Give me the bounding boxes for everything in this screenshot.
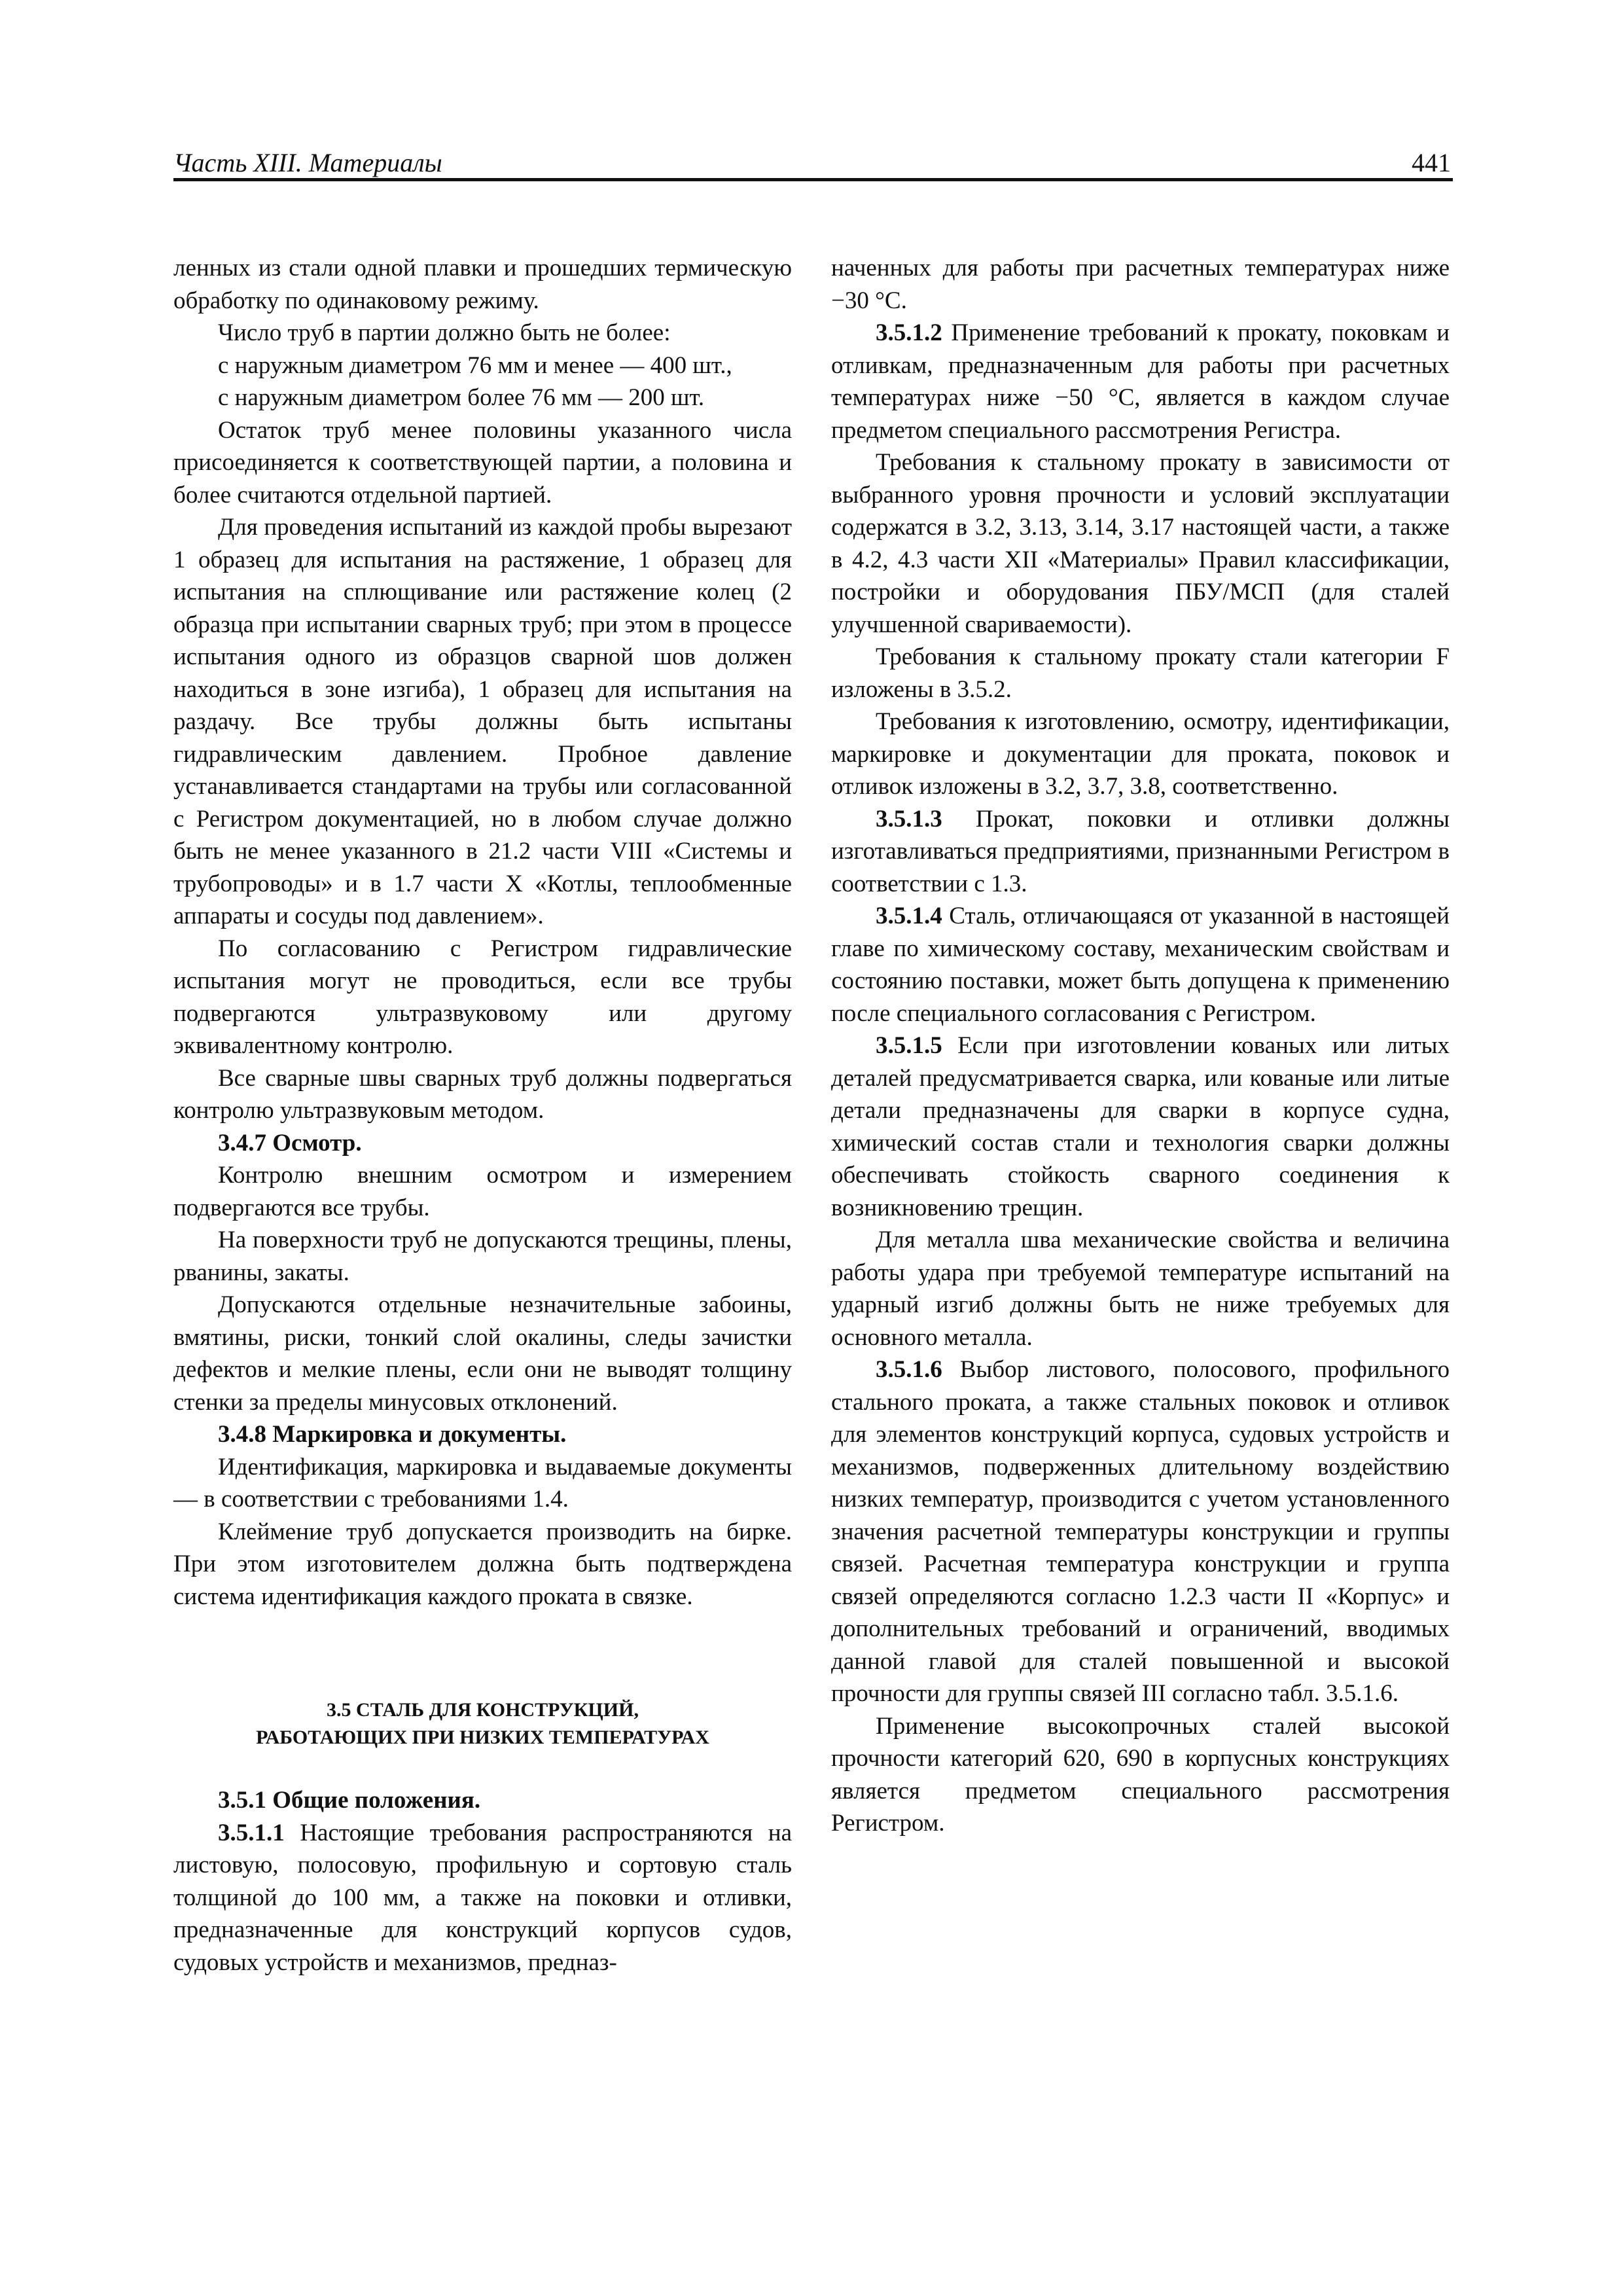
paragraph: Число труб в партии должно быть не более: [218,319,671,346]
paragraph: Клеймение труб допускается производить на бирке. При этом изготовителем должна быть подтверждена система идентификация каждого проката в связке. [173,1518,792,1610]
clause-text: Прокат, поковки и отливки должны изготавливаться предприятиями, признанными Регистром в соответствии с 1.3. [831,805,1450,897]
paragraph [173,1817,792,1979]
paragraph [831,1354,1450,1710]
paragraph: Контролю внешним осмотром и измерением подвергаются все трубы. [173,1162,792,1221]
page-header [173,145,1451,178]
paragraph: Требования к стальному прокату стали категории F изложены в 3.5.2. [831,643,1450,703]
paragraph: наченных для работы при расчетных температурах ниже −30 °С. [831,255,1450,314]
paragraph: Применение высокопрочных сталей высокой прочности категорий 620, 690 в корпусных конструкциях является предметом специального рассмотрения Регистром. [831,1712,1450,1837]
clause-text: Если при изготовлении кованых или литых деталей предусматривается сварка, или кованые или литые детали предназначены для сварки в корпусе судна, химический состав стали и технология сварки должны обеспечивать стойкость сварного соединения к возникновению трещин. [831,1032,1450,1221]
section-title-line: 3.5 СТАЛЬ ДЛЯ КОНСТРУКЦИЙ, [327,1699,639,1721]
clause-number: 3.5.1.3 [876,805,942,833]
clause-number: 3.5.1.4 [876,903,942,929]
clause-text: Сталь, отличающаяся от указанной в настоящей главе по химическому составу, механическим свойствам и состоянию поставки, может быть допущена к применению после специального согласования с Регистром. [831,903,1450,1027]
section-title-line: РАБОТАЮЩИХ ПРИ НИЗКИХ ТЕМПЕРАТУРАХ [256,1727,709,1748]
paragraph [831,1030,1450,1224]
subsection-heading-3-5-1: 3.5.1 Общие положения. [218,1787,481,1814]
paragraph [831,803,1450,901]
paragraph: Требования к изготовлению, осмотру, идентификации, маркировке и документации для проката, поковок и отливок изложены в 3.2, 3.7, 3.8, соответственно. [831,708,1450,800]
left-column [173,252,792,1979]
list-item: с наружным диаметром 76 мм и менее — 400 шт., [218,351,732,379]
paragraph: Все сварные швы сварных труб должны подвергаться контролю ультразвуковым методом. [173,1064,792,1124]
section-title-3-5 [173,1696,792,1751]
paragraph: Для проведения испытаний из каждой пробы вырезают 1 образец для испытания на растяжение, 1 образец для испытания на сплющивание или растяжение колец (2 образца при испытании сварных труб; при этом в процессе испытания одного из образцов сварной шов должен находиться в зоне изгиба), 1 образец для испытания на раздачу. Все трубы должны быть испытаны гидравлическим давлением. Пробное давление устанавливается стандартами на трубы или согласованной с Регистром документацией, но в любом случае должно быть не менее указанного в 21.2 части VIII «Системы и трубопроводы» и в 1.7 части X «Котлы, теплообменные аппараты и сосуды под давлением». [173,514,792,929]
list-item: с наружным диаметром более 76 мм — 200 шт. [218,384,705,411]
clause-number: 3.5.1.2 [876,319,942,346]
subsection-heading-3-4-7: 3.4.7 Осмотр. [218,1129,362,1157]
clause-number: 3.5.1.5 [876,1032,942,1059]
page-number: 441 [1412,148,1451,177]
paragraph: Идентификация, маркировка и выдаваемые документы — в соответствии с требованиями 1.4. [173,1453,792,1513]
paragraph: По согласованию с Регистром гидравлические испытания могут не проводиться, если все трубы подвергаются ультразвуковому или другому эквивалентному контролю. [173,935,792,1059]
clause-number: 3.5.1.1 [218,1819,285,1846]
paragraph: Остаток труб менее половины указанного числа присоединяется к соответствующей партии, а половина и более считаются отдельной партией. [173,416,792,509]
clause-number: 3.5.1.6 [876,1356,942,1383]
clause-text: Настоящие требования распространяются на листовую, полосовую, профильную и сортовую сталь толщиной до 100 мм, а также на поковки и отливки, предназначенные для конструкций корпусов судов, судовых устройств и механизмов, предназ- [173,1819,792,1976]
clause-text: Применение требований к прокату, поковкам и отливкам, предназначенным для работы при расчетных температурах ниже −50 °С, является в каждом случае предметом специального рассмотрения Регистра. [831,319,1450,444]
paragraph [831,900,1450,1030]
header-rule [173,178,1453,181]
paragraph: Требования к стальному прокату в зависимости от выбранного уровня прочности и условий эксплуатации содержатся в 3.2, 3.13, 3.14, 3.17 настоящей части, а также в 4.2, 4.3 части XII «Материалы» Правил классификации, постройки и оборудования ПБУ/МСП (для сталей улучшенной свариваемости). [831,449,1450,638]
subsection-heading-3-4-8: 3.4.8 Маркировка и документы. [218,1421,567,1448]
paragraph: Допускаются отдельные незначительные забоины, вмятины, риски, тонкий слой окалины, следы зачистки дефектов и мелкие плены, если они не выводят толщину стенки за пределы минусовых отклонений. [173,1291,792,1416]
paragraph: На поверхности труб не допускаются трещины, плены, рванины, закаты. [173,1227,792,1286]
paragraph: ленных из стали одной плавки и прошедших термическую обработку по одинаковому режиму. [173,255,792,314]
running-title: Часть XIII. Материалы [173,148,442,177]
right-column [831,252,1450,1840]
clause-text: Выбор листового, полосового, профильного стального проката, а также стальных поковок и отливок для элементов конструкций корпуса, судовых устройств и механизмов, подверженных длительному воздействию низких температур, производится с учетом установленного значения расчетной температуры конструкции и группы связей. Расчетная температура конструкции и группа связей определяются согласно 1.2.3 части II «Корпус» и дополнительных требований и ограничений, вводимых данной главой для сталей повышенной и высокой прочности для группы связей III согласно табл. 3.5.1.6. [831,1356,1450,1707]
paragraph [831,317,1450,446]
paragraph: Для металла шва механические свойства и величина работы удара при требуемой температуре испытаний на ударный изгиб должны быть не ниже требуемых для основного металла. [831,1227,1450,1351]
